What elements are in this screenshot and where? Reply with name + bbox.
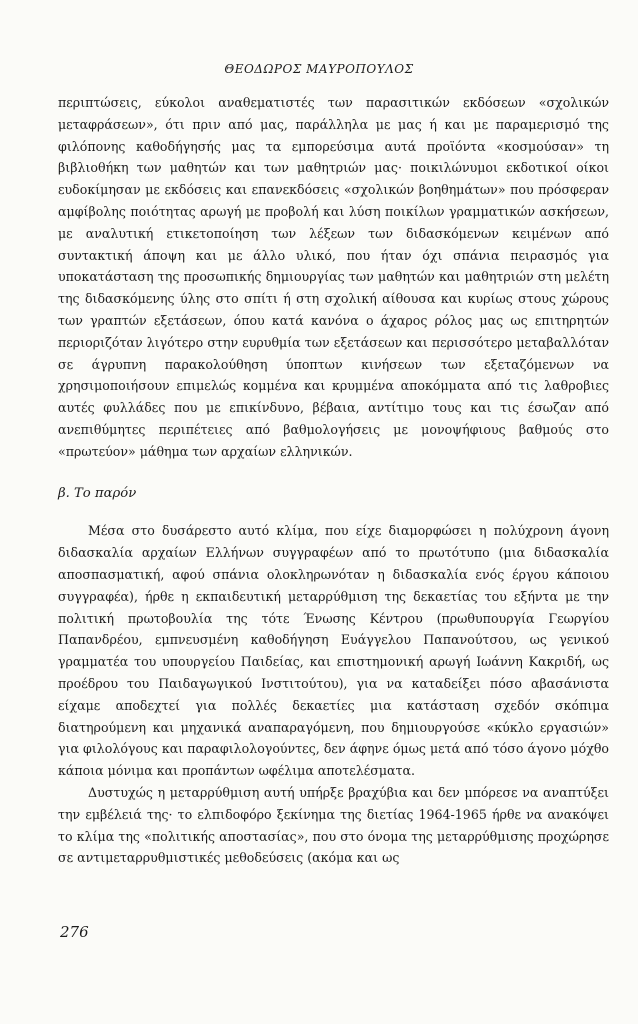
section-heading: β. Το παρόν (58, 485, 137, 501)
page-body (58, 92, 609, 869)
running-title: ΘΕΟΔΩΡΟΣ ΜΑΥΡΟΠΟΥΛΟΣ (224, 62, 414, 76)
paragraph-continuation: περιπτώσεις, εύκολοι αναθεματιστές των παρασιτικών εκδόσεων «σχολικών μεταφράσεων», ότι πριν από μας, παράλληλα με μας ή και με παραμερισμό της φιλόπονης καθοδήγησής μας τα εμπορεύσιμα αυτά προϊόντα «κοσμούσαν» τη βιβλιοθήκη των μαθητών και των μαθητριών μας· ποικιλώνυμοι εκδοτικοί οίκοι ευδοκίμησαν με εκδόσεις και επανεκδόσεις «σχολικών βοηθημάτων» που πρόσφεραν αμφίβολης ποιότητας αρωγή με προβολή και λύση ποικίλων γραμματικών ασκήσεων, με αναλυτική ετικετοποίηση των λέξεων των διδασκόμενων κειμένων από συντακτική άποψη και με άλλο υλικό, που ήταν όχι σπάνια πειρασμός για υποκατάσταση της προσωπικής δημιουργίας των μαθητών και μαθητριών στη μελέτη της διδασκόμενης ύλης στο σπίτι ή στη σχολική αίθουσα και κυρίως στους χώρους των γραπτών εξετάσεων, όπου κατά κανόνα ο άχαρος ρόλος μας ως επιτηρητών περιοριζόταν λιγότερο στην ευρυθμία των εξετάσεων και περισσότερο μεταβαλλόταν σε άγρυπνη παρακολούθηση ύποπτων κινήσεων των εξεταζόμενων να χρησιμοποιήσουν επιμελώς κομμένα και κρυμμένα αποκόμματα από τις λαθροβιες αυτές φυλλάδες που με επικίνδυνο, βέβαια, αντίτιμο τους και τις έσωζαν από ανεπιθύμητες περιπέτειες από βαθμολογήσεις με μονοψήφιους βαθμούς στο «πρωτεύον» μάθημα των αρχαίων ελληνικών. (58, 95, 609, 459)
page-number: 276 (60, 923, 89, 941)
paragraph-short-lived-reform: Δυστυχώς η μεταρρύθμιση αυτή υπήρξε βραχύβια και δεν μπόρεσε να αναπτύξει την εμβέλειά της· το ελπιδοφόρο ξεκίνημα της διετίας 1964-1965 ήρθε να ανακόψει το κλίμα της «πολιτικής αποστασίας», που στο όνομα της μεταρρύθμισης προχώρησε σε αντιμεταρρυθμιστικές μεθοδεύσεις (ακόμα και ως (58, 784, 609, 866)
paragraph-reform-climate: Μέσα στο δυσάρεστο αυτό κλίμα, που είχε διαμορφώσει η πολύχρονη άγονη διδασκαλία αρχαίων Ελλήνων συγγραφέων από το πρωτότυπο (μια διδασκαλία αποσπασματική, αφού σπάνια ολοκληρωνόταν η διδασκαλία ενός έργου κάποιου συγγραφέα), ήρθε η εκπαιδευτική μεταρρύθμιση της δεκαετίας του εξήντα με την πολιτική πρωτοβουλία της τότε Ένωσης Κέντρου (πρωθυπουργία Γεωργίου Παπανδρέου, εμπνευσμένη καθοδήγηση Ευάγγελου Παπανούτσου, ως γενικού γραμματέα του υπουργείου Παιδείας, και επιστημονική αρωγή Ιωάννη Κακριδή, ως προέδρου του Παιδαγωγικού Ινστιτούτου), για να καταδείξει πόσο αβασάνιστα είχαμε αποδεχτεί για πολλές δεκαετίες μια κατάσταση σχεδόν σκόπιμα διατηρούμενη και μηχανικά αναπαραγόμενη, που δημιουργούσε «κύκλο εργασιών» για φιλολόγους και παραφιλολογούντες, δεν άφηνε όμως μετά από τόσο άγονο μόχθο κάποια μόνιμα και προπάντων ωφέλιμα αποτελέσματα. (58, 523, 609, 779)
